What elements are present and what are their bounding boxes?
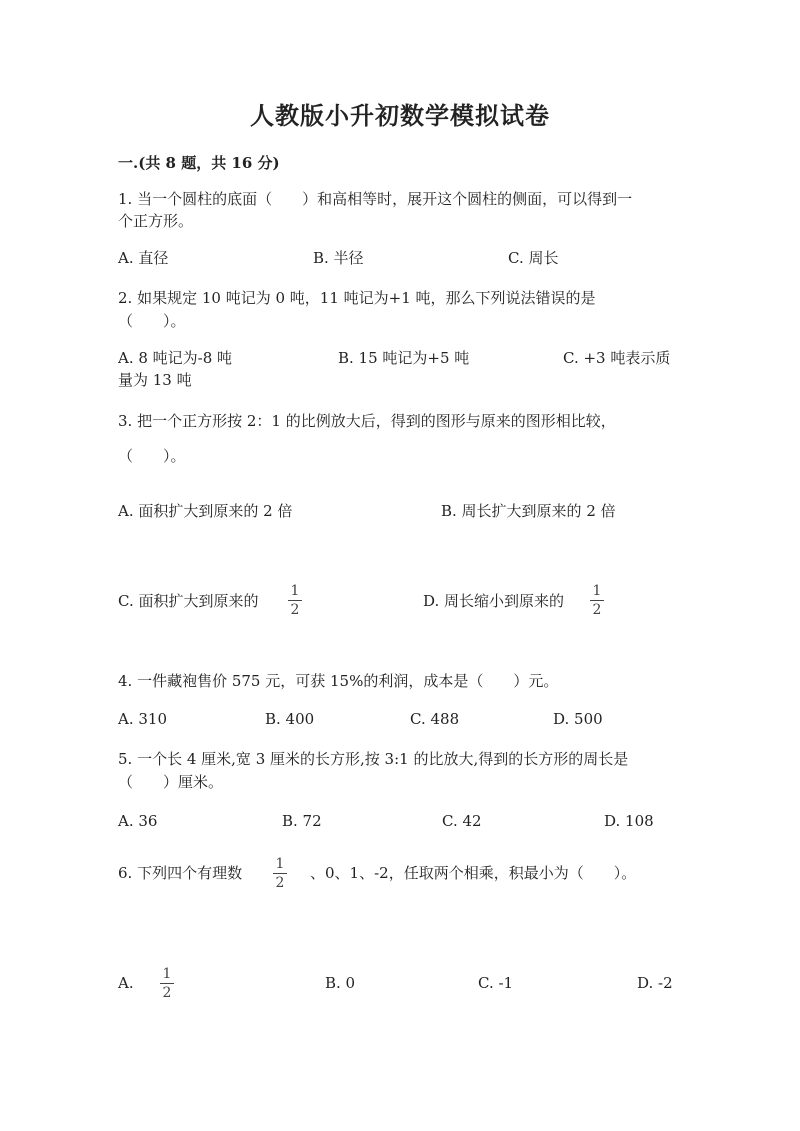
question-2-stem-line1: 2. 如果规定 10 吨记为 0 吨，11 吨记为+1 吨，那么下列说法错误的是 (118, 289, 596, 307)
fraction-denominator: 2 (162, 985, 172, 1001)
question-4-option-b[interactable]: B. 400 (265, 710, 315, 728)
question-5-option-c[interactable]: C. 42 (442, 812, 482, 830)
question-5-stem-line1: 5. 一个长 4 厘米,宽 3 厘米的长方形,按 3:1 的比放大,得到的长方形的周长是 (118, 750, 629, 768)
question-1-option-a[interactable]: A. 直径 (118, 249, 169, 267)
question-3-option-c[interactable]: C. 面积扩大到原来的 (118, 592, 259, 610)
question-5-option-b[interactable]: B. 72 (282, 812, 322, 830)
question-2-option-c[interactable]: C. +3 吨表示质 (563, 349, 671, 367)
question-3-option-c-fraction (288, 583, 302, 618)
question-1-option-c[interactable]: C. 周长 (508, 249, 559, 267)
question-5-stem-line2: （ ）厘米。 (118, 773, 224, 791)
fraction-denominator: 2 (290, 602, 300, 618)
fraction-numerator: 1 (162, 966, 172, 982)
question-4-option-a[interactable]: A. 310 (118, 710, 167, 728)
fraction-bar (590, 600, 604, 601)
question-6-option-b[interactable]: B. 0 (325, 974, 356, 992)
question-4-option-c[interactable]: C. 488 (410, 710, 460, 728)
question-2-option-b[interactable]: B. 15 吨记为+5 吨 (338, 349, 470, 367)
question-3-option-a[interactable]: A. 面积扩大到原来的 2 倍 (118, 502, 293, 520)
fraction-bar (288, 600, 302, 601)
question-2-stem-line2: （ ）。 (118, 312, 186, 330)
question-6-option-d[interactable]: D. -2 (637, 974, 673, 992)
question-3-option-d-fraction (590, 583, 604, 618)
fraction-numerator: 1 (275, 856, 285, 872)
question-1-stem-line1: 1. 当一个圆柱的底面（ ）和高相等时，展开这个圆柱的侧面，可以得到一 (118, 190, 633, 208)
question-3-stem-line2: （ ）。 (118, 447, 186, 465)
question-1-option-b[interactable]: B. 半径 (313, 249, 364, 267)
question-6-stem-fraction (273, 856, 287, 891)
question-3-option-d[interactable]: D. 周长缩小到原来的 (423, 592, 565, 610)
fraction-numerator: 1 (290, 583, 300, 599)
fraction-denominator: 2 (592, 602, 602, 618)
question-5-option-d[interactable]: D. 108 (604, 812, 654, 830)
question-1-stem-line2: 个正方形。 (118, 212, 194, 230)
question-2-option-c-wrap: 量为 13 吨 (118, 371, 192, 389)
question-5-option-a[interactable]: A. 36 (118, 812, 158, 830)
question-6-option-c[interactable]: C. -1 (478, 974, 514, 992)
fraction-numerator: 1 (592, 583, 602, 599)
question-6-stem-after: 、0、1、-2，任取两个相乘，积最小为（ ）。 (310, 864, 637, 882)
fraction-denominator: 2 (275, 875, 285, 891)
question-4-stem: 4. 一件藏袍售价 575 元，可获 15%的利润，成本是（ ）元。 (118, 672, 559, 690)
question-6-option-a-fraction (160, 966, 174, 1001)
question-6-option-a[interactable]: A. (118, 974, 134, 992)
fraction-bar (273, 873, 287, 874)
page-title: 人教版小升初数学模拟试卷 (250, 101, 550, 130)
question-2-option-a[interactable]: A. 8 吨记为-8 吨 (118, 349, 233, 367)
fraction-bar (160, 983, 174, 984)
question-6-stem-before: 6. 下列四个有理数 (118, 864, 243, 882)
question-4-option-d[interactable]: D. 500 (553, 710, 603, 728)
question-3-option-b[interactable]: B. 周长扩大到原来的 2 倍 (441, 502, 616, 520)
section-heading: 一.(共 8 题，共 16 分) (118, 154, 280, 172)
question-3-stem-line1: 3. 把一个正方形按 2：1 的比例放大后，得到的图形与原来的图形相比较， (118, 412, 616, 430)
